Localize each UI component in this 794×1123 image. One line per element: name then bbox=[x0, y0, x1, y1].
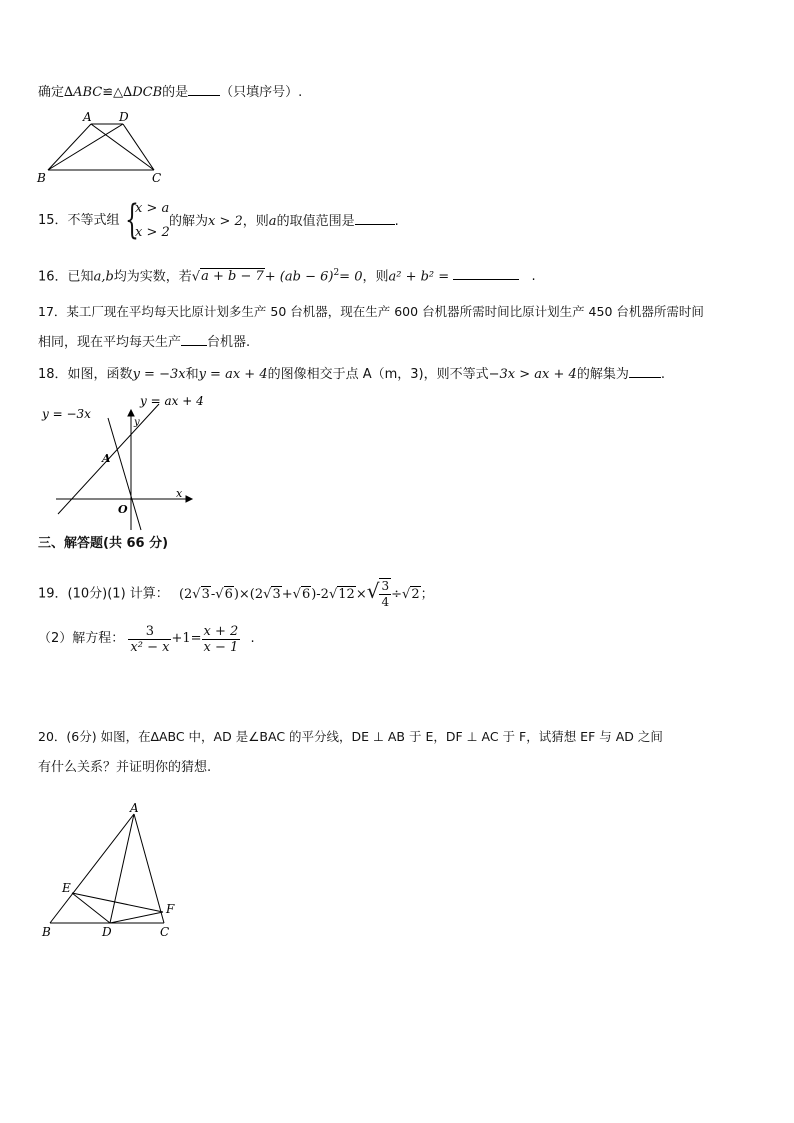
q18-graph bbox=[36, 390, 204, 535]
label-line2: y = ax + 4 bbox=[140, 394, 204, 408]
segment-ab bbox=[50, 814, 134, 923]
q14-figure bbox=[34, 106, 174, 186]
q20-line2: 有什么关系？并证明你的猜想. bbox=[38, 760, 212, 775]
label-d: D bbox=[119, 110, 129, 124]
q17-line2: 相同，现在平均每天生产 台机器. bbox=[38, 335, 251, 350]
q20-line1: 20．(6分) 如图，在∆ABC 中，AD 是∠BAC 的平分线，DE ⊥ AB 于 E，DF ⊥ AC 于 F，试猜想 EF 与 AD 之间 bbox=[38, 729, 663, 744]
q16-blank[interactable] bbox=[453, 267, 519, 280]
q15-system-brace: { bbox=[125, 197, 139, 243]
q15-blank[interactable] bbox=[355, 212, 395, 225]
q15-system-row2: x > 2 bbox=[135, 225, 170, 240]
q17-blank[interactable] bbox=[181, 333, 207, 346]
q20-figure bbox=[36, 800, 186, 945]
segment-ef bbox=[72, 893, 163, 912]
segment-de bbox=[72, 893, 110, 923]
q16-text: 16．已知a,b均为实数，若√a + b − 7+ (ab − 6)$^2$= 0，则a² + b² = . bbox=[38, 268, 536, 285]
segment-df bbox=[110, 912, 163, 923]
label-a: A bbox=[83, 110, 92, 124]
label-b: B bbox=[37, 171, 46, 185]
q18-blank[interactable] bbox=[629, 365, 661, 378]
q15-text: 15．不等式组 bbox=[38, 213, 120, 228]
label-e: E bbox=[62, 881, 71, 895]
q17-line1: 17．某工厂现在平均每天比原计划多生产 50 台机器，现在生产 600 台机器所需时间比原计划生产 450 台机器所需时间 bbox=[38, 304, 704, 319]
q15-text-rest: 的解为x > 2，则a的取值范围是 . bbox=[169, 214, 399, 229]
label-x-axis: x bbox=[176, 487, 183, 500]
label-y-axis: y bbox=[134, 417, 140, 428]
sqrt-fraction: $\frac{3}{4}$ bbox=[381, 579, 390, 609]
y-axis-arrow bbox=[128, 410, 134, 416]
q14-text: 确定∆ABC≌△∆DCB的是 （只填序号）. bbox=[38, 85, 303, 100]
fraction-2: $\frac{x + 2}{x - 1}$ bbox=[203, 623, 239, 655]
segment-dc bbox=[123, 124, 154, 170]
label-origin: O bbox=[118, 503, 128, 516]
q18-text: 18．如图，函数y = −3x和y = ax + 4的图像相交于点 A（m，3)，则不等式−3x > ax + 4的解集为 . bbox=[38, 367, 665, 382]
segment-bd bbox=[48, 124, 123, 170]
q14-blank[interactable] bbox=[188, 83, 220, 96]
label-a: A bbox=[130, 801, 139, 815]
section3-heading: 三、解答题(共 66 分) bbox=[38, 536, 169, 551]
label-f: F bbox=[166, 902, 175, 916]
label-point-a: A bbox=[102, 452, 111, 465]
fraction-1: $\frac{3}{\text{x² − x}}$ bbox=[130, 623, 170, 655]
label-line1: y = −3x bbox=[42, 407, 91, 421]
label-c: C bbox=[152, 171, 162, 185]
x-axis-arrow bbox=[186, 496, 192, 502]
segment-ac bbox=[91, 124, 154, 170]
q19-expression: (2√3-√6)×(2√3+√6)-2√12×√ $\frac{3}{4}$ ÷√2； bbox=[178, 578, 434, 609]
q19-part2: （2）解方程： $\frac{3}{\text{x² − x}}$ +1= $\frac{x + 2}{x - 1}$ . bbox=[38, 623, 255, 655]
q19-part1: 19．(10分)(1) 计算： (2√3-√6)×(2√3+√6)-2√12×√ $\frac{3}{4}$ ÷√2； bbox=[38, 578, 434, 609]
sqrt-sign: √ bbox=[191, 269, 201, 285]
q15-system-row1: x > a bbox=[135, 201, 170, 216]
q14-triangles bbox=[48, 124, 154, 170]
label-c: C bbox=[160, 925, 170, 939]
label-b: B bbox=[42, 925, 51, 939]
label-d: D bbox=[102, 925, 112, 939]
